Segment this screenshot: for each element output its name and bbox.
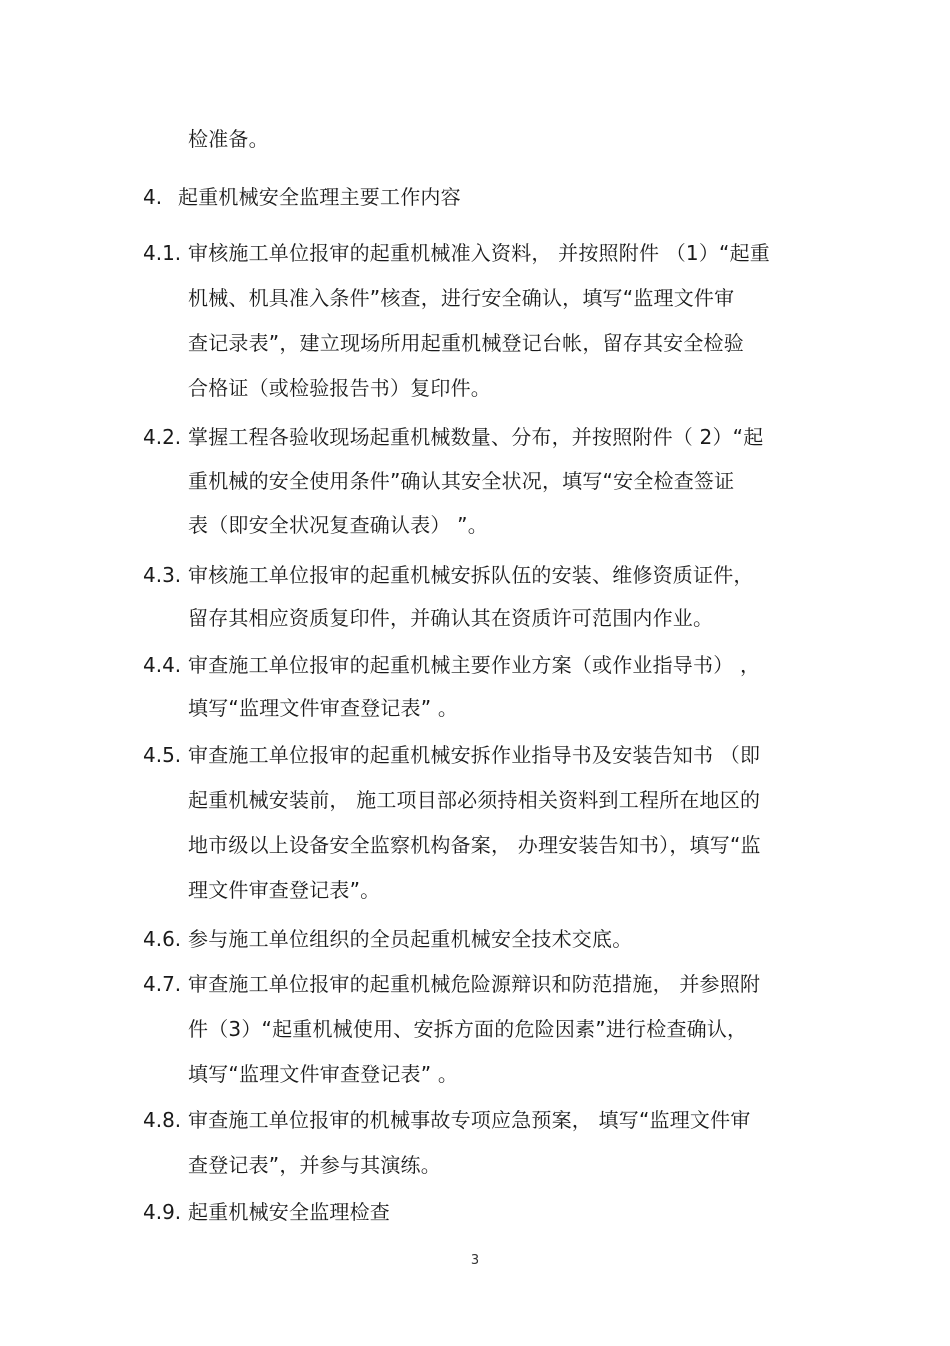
item-line: 理文件审查登记表”。 bbox=[188, 878, 381, 902]
item-line: 填写“监理文件审查登记表” 。 bbox=[188, 1062, 459, 1086]
item-number: 4.8. bbox=[143, 1108, 182, 1132]
item-number: 4.3. bbox=[143, 563, 182, 587]
item-line: 合格证（或检验报告书）复印件。 bbox=[188, 376, 491, 400]
item-number: 4.6. bbox=[143, 927, 182, 951]
item-line: 表（即安全状况复查确认表） ”。 bbox=[188, 513, 488, 537]
item-line: 地市级以上设备安全监察机构备案， 办理安装告知书），填写“监 bbox=[188, 833, 761, 857]
item-line: 参与施工单位组织的全员起重机械安全技术交底。 bbox=[188, 927, 633, 951]
item-line: 查记录表”，建立现场所用起重机械登记台帐，留存其安全检验 bbox=[188, 331, 744, 355]
section-number: 4. bbox=[143, 185, 163, 209]
item-line: 审查施工单位报审的机械事故专项应急预案， 填写“监理文件审 bbox=[188, 1108, 751, 1132]
item-line: 审查施工单位报审的起重机械主要作业方案（或作业指导书） ， bbox=[188, 653, 761, 677]
item-number: 4.2. bbox=[143, 425, 182, 449]
item-number: 4.5. bbox=[143, 743, 182, 767]
item-line: 掌握工程各验收现场起重机械数量、分布，并按照附件（ 2）“起 bbox=[188, 425, 764, 449]
item-line: 审核施工单位报审的起重机械安拆队伍的安装、维修资质证件， bbox=[188, 563, 754, 587]
item-number: 4.7. bbox=[143, 972, 182, 996]
item-line: 重机械的安全使用条件”确认其安全状况，填写“安全检查签证 bbox=[188, 469, 735, 493]
continuation-text: 检准备。 bbox=[188, 127, 269, 151]
section-title: 起重机械安全监理主要工作内容 bbox=[178, 185, 461, 209]
item-line: 审查施工单位报审的起重机械危险源辩识和防范措施， 并参照附 bbox=[188, 972, 761, 996]
item-line: 起重机械安全监理检查 bbox=[188, 1200, 390, 1224]
item-number: 4.1. bbox=[143, 241, 182, 265]
item-line: 审查施工单位报审的起重机械安拆作业指导书及安装告知书 （即 bbox=[188, 743, 761, 767]
item-line: 查登记表”，并参与其演练。 bbox=[188, 1153, 441, 1177]
item-number: 4.9. bbox=[143, 1200, 182, 1224]
item-line: 件（3）“起重机械使用、安拆方面的危险因素”进行检查确认， bbox=[188, 1017, 748, 1041]
item-line: 填写“监理文件审查登记表” 。 bbox=[188, 696, 459, 720]
item-line: 审核施工单位报审的起重机械准入资料， 并按照附件 （1）“起重 bbox=[188, 241, 771, 265]
page-number: 3 bbox=[470, 1253, 480, 1268]
item-line: 机械、机具准入条件”核查，进行安全确认，填写“监理文件审 bbox=[188, 286, 735, 310]
item-line: 留存其相应资质复印件，并确认其在资质许可范围内作业。 bbox=[188, 606, 714, 630]
item-number: 4.4. bbox=[143, 653, 182, 677]
item-line: 起重机械安装前， 施工项目部必须持相关资料到工程所在地区的 bbox=[188, 788, 761, 812]
